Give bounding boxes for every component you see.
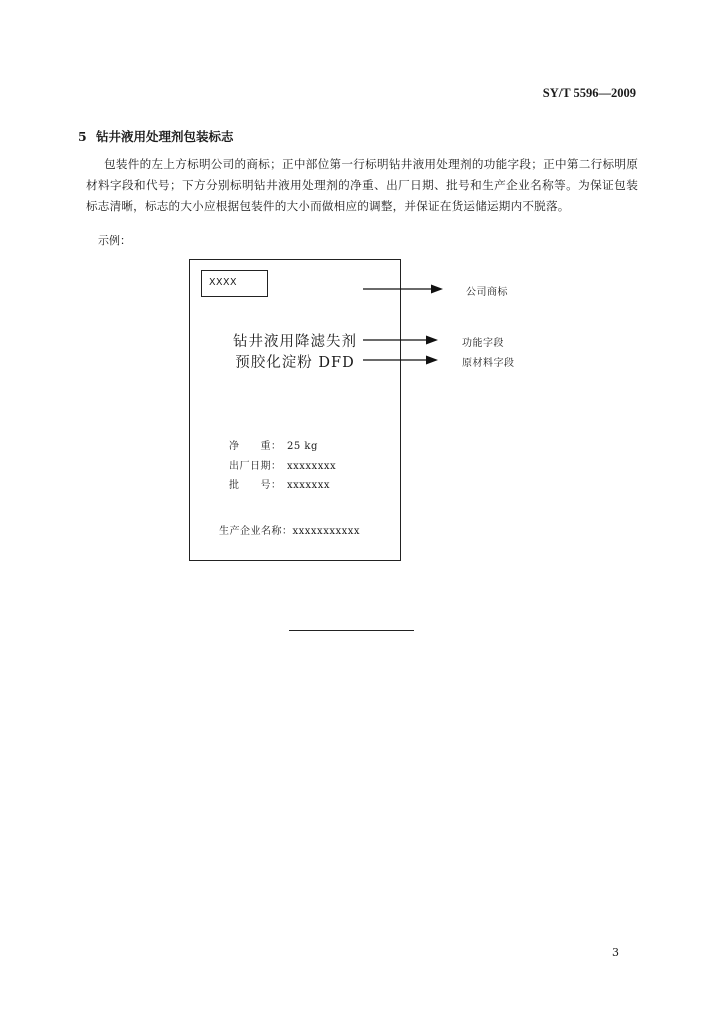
production-date-row [229,457,336,472]
manufacturer-key: 生产企业名称： [219,526,293,537]
manufacturer-row [219,522,360,537]
body-paragraph: 包装件的左上方标明公司的商标；正中部位第一行标明钻井液用处理剂的功能字段；正中第二行标明原材料字段和代号；下方分别标明钻井液用处理剂的净重、出厂日期、批号和生产企业名称等。为保证包装标志清晰，标志的大小应根据包装件的大小而做相应的调整，并保证在货运储运期内不脱落。 [86,157,638,213]
net-weight-row [229,437,318,452]
callout-function-field: 功能字段 [462,338,504,349]
end-of-standard-rule [289,630,414,631]
callout-company-logo: 公司商标 [466,287,508,298]
manufacturer-value: xxxxxxxxxxx [292,526,361,537]
arrow-to-logo-callout [363,283,443,295]
standard-code: SY/T 5596—2009 [542,86,636,100]
example-label: 示例： [98,234,131,247]
page-number: 3 [612,946,619,959]
logo-placeholder-text: XXXX [209,277,238,288]
production-date-value: xxxxxxxx [287,461,337,472]
batch-number-key: 批 号： [229,480,282,491]
net-weight-value: 25 kg [287,441,318,452]
section-number: 5 [78,129,87,144]
batch-number-value: xxxxxxx [287,480,330,491]
batch-number-row [229,476,330,491]
callout-material-field: 原材料字段 [462,358,515,369]
section-heading [78,127,234,145]
production-date-key: 出厂日期： [229,461,282,472]
function-name-line: 钻井液用降滤失剂 [233,334,357,350]
net-weight-key: 净 重： [229,441,282,452]
arrow-to-material-callout [363,354,438,366]
arrow-to-function-callout [363,334,438,346]
section-title: 钻井液用处理剂包装标志 [96,129,234,144]
package-label-frame [189,259,401,561]
material-name-line: 预胶化淀粉 DFD [235,355,355,371]
